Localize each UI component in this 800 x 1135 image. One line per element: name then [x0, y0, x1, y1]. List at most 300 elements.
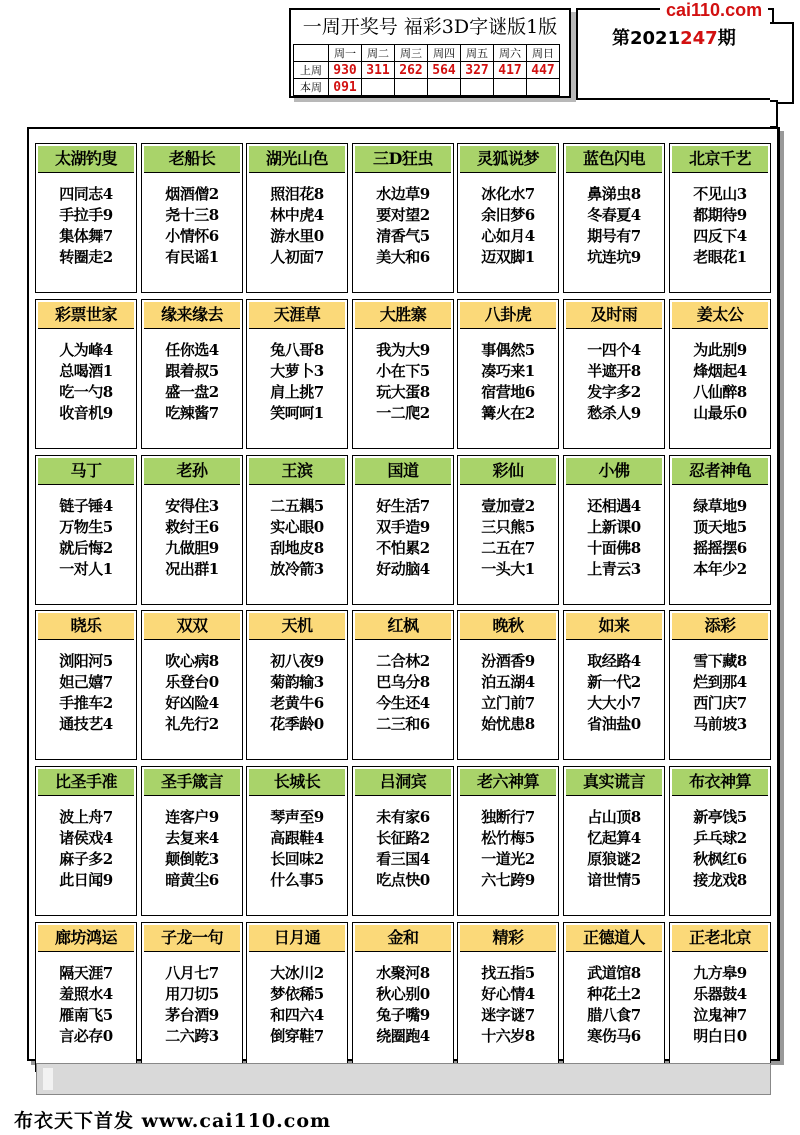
puzzle-line: 冬春夏4 — [587, 206, 641, 224]
puzzle-author: 彩票世家 — [38, 302, 134, 329]
puzzle-line: 十面佛8 — [587, 539, 641, 557]
puzzle-author: 添彩 — [672, 613, 768, 640]
puzzle-cell — [141, 766, 243, 916]
puzzle-line: 诸侯戏4 — [59, 829, 113, 847]
puzzle-lines — [670, 496, 770, 580]
puzzle-line: 要对望2 — [376, 206, 430, 224]
puzzle-lines — [247, 807, 347, 891]
puzzle-lines — [458, 184, 558, 268]
puzzle-line: 大冰川2 — [270, 964, 324, 982]
puzzle-line: 泊五湖4 — [481, 673, 535, 691]
puzzle-line: 忆起算4 — [587, 829, 641, 847]
puzzle-line: 好动脑4 — [376, 560, 430, 578]
puzzle-cell — [457, 922, 559, 1072]
puzzle-line: 始忧患8 — [481, 715, 535, 733]
puzzle-cell — [669, 766, 771, 916]
puzzle-lines — [564, 651, 664, 735]
puzzle-line: 九方皋9 — [693, 964, 747, 982]
puzzle-line: 好凶险4 — [165, 694, 219, 712]
puzzle-line: 愁杀人9 — [587, 404, 641, 422]
puzzle-line: 小在下5 — [376, 362, 430, 380]
draw-number — [428, 79, 461, 96]
puzzle-author: 彩仙 — [460, 458, 556, 485]
puzzle-lines — [564, 807, 664, 891]
puzzle-author: 北京千艺 — [672, 146, 768, 173]
puzzle-line: 二六跨3 — [165, 1027, 219, 1045]
puzzle-lines — [247, 651, 347, 735]
issue-prefix: 第2021 — [612, 28, 681, 49]
puzzle-lines — [36, 340, 136, 424]
puzzle-line: 浏阳河5 — [59, 652, 113, 670]
puzzle-line: 人初面7 — [270, 248, 324, 266]
puzzle-line: 秋心别0 — [376, 985, 430, 1003]
draw-number: 930 — [329, 62, 362, 79]
puzzle-line: 况出群1 — [165, 560, 219, 578]
puzzle-line: 明白日0 — [693, 1027, 747, 1045]
puzzle-line: 小情怀6 — [165, 227, 219, 245]
puzzle-line: 期号有7 — [587, 227, 641, 245]
draw-numbers-table — [293, 44, 560, 96]
weekly-draw-panel — [289, 8, 571, 98]
puzzle-lines — [458, 496, 558, 580]
puzzle-line: 收音机9 — [59, 404, 113, 422]
puzzle-line: 水边草9 — [376, 185, 430, 203]
draw-number — [395, 79, 428, 96]
puzzle-line: 清香气5 — [376, 227, 430, 245]
puzzle-cell — [457, 299, 559, 449]
day-header: 周一 — [329, 45, 362, 62]
puzzle-line: 二合林2 — [376, 652, 430, 670]
puzzle-line: 羞照水4 — [59, 985, 113, 1003]
puzzle-line: 转圈走2 — [59, 248, 113, 266]
puzzle-line: 摇摇摆6 — [693, 539, 747, 557]
puzzle-line: 去复来4 — [165, 829, 219, 847]
puzzle-line: 宿营地6 — [481, 383, 535, 401]
puzzle-cell — [563, 143, 665, 293]
puzzle-line: 十六岁8 — [481, 1027, 535, 1045]
puzzle-author: 真实谎言 — [566, 769, 662, 796]
puzzle-line: 马前坡3 — [693, 715, 747, 733]
puzzle-line: 有民谣1 — [165, 248, 219, 266]
puzzle-author: 比圣手准 — [38, 769, 134, 796]
puzzle-line: 上青云3 — [587, 560, 641, 578]
puzzle-author: 缘来缘去 — [144, 302, 240, 329]
draw-number: 091 — [329, 79, 362, 96]
puzzle-author: 圣手箴言 — [144, 769, 240, 796]
puzzle-line: 一道光2 — [481, 850, 535, 868]
puzzle-line: 笑呵呵1 — [270, 404, 324, 422]
this-week-row — [294, 79, 560, 96]
puzzle-cell — [352, 455, 454, 605]
puzzle-line: 发字多2 — [587, 383, 641, 401]
corner-cell — [294, 45, 329, 62]
puzzle-line: 三只熊5 — [481, 518, 535, 536]
puzzle-line: 好生活7 — [376, 497, 430, 515]
puzzle-cell — [35, 610, 137, 760]
draw-number: 417 — [494, 62, 527, 79]
puzzle-line: 六七跨9 — [481, 871, 535, 889]
puzzle-line: 乒乓球2 — [693, 829, 747, 847]
puzzle-line: 肩上挑7 — [270, 383, 324, 401]
puzzle-cell — [141, 299, 243, 449]
puzzle-line: 迈双脚1 — [481, 248, 535, 266]
puzzle-line: 还相遇4 — [587, 497, 641, 515]
draw-number — [494, 79, 527, 96]
site-logo: cai110.com — [660, 0, 768, 22]
puzzle-line: 礼先行2 — [165, 715, 219, 733]
puzzle-lines — [142, 340, 242, 424]
puzzle-line: 长回味2 — [270, 850, 324, 868]
puzzle-line: 我为大9 — [376, 341, 430, 359]
puzzle-cell — [669, 455, 771, 605]
puzzle-line: 半遮开8 — [587, 362, 641, 380]
puzzle-lines — [458, 651, 558, 735]
puzzle-line: 泣鬼神7 — [693, 1006, 747, 1024]
day-header: 周六 — [494, 45, 527, 62]
puzzle-cell — [563, 922, 665, 1072]
puzzle-author: 大胜寨 — [355, 302, 451, 329]
puzzle-lines — [142, 184, 242, 268]
puzzle-line: 美大和6 — [376, 248, 430, 266]
puzzle-line: 此日闻9 — [59, 871, 113, 889]
puzzle-author: 国道 — [355, 458, 451, 485]
puzzle-line: 松竹梅5 — [481, 829, 535, 847]
row-label: 本周 — [294, 79, 329, 96]
puzzle-line: 雁南飞5 — [59, 1006, 113, 1024]
puzzle-lines — [670, 184, 770, 268]
puzzle-line: 都期待9 — [693, 206, 747, 224]
puzzle-line: 一四个4 — [587, 341, 641, 359]
puzzle-lines — [247, 184, 347, 268]
puzzle-author: 双双 — [144, 613, 240, 640]
puzzle-line: 一二爬2 — [376, 404, 430, 422]
puzzle-cell — [457, 143, 559, 293]
day-header: 周日 — [527, 45, 560, 62]
puzzle-cell — [563, 610, 665, 760]
puzzle-author: 长城长 — [249, 769, 345, 796]
puzzle-line: 好心情4 — [481, 985, 535, 1003]
puzzle-lines — [36, 651, 136, 735]
puzzle-lines — [564, 184, 664, 268]
puzzle-author: 金和 — [355, 925, 451, 952]
puzzle-lines — [247, 963, 347, 1047]
draw-number: 564 — [428, 62, 461, 79]
puzzle-author: 姜太公 — [672, 302, 768, 329]
puzzle-line: 八仙醉8 — [693, 383, 747, 401]
puzzle-author: 日月通 — [249, 925, 345, 952]
puzzle-lines — [670, 340, 770, 424]
puzzle-line: 取经路4 — [587, 652, 641, 670]
puzzle-line: 一对人1 — [59, 560, 113, 578]
puzzle-cell — [246, 610, 348, 760]
puzzle-line: 不见山3 — [693, 185, 747, 203]
puzzle-line: 琴声至9 — [270, 808, 324, 826]
puzzle-line: 水聚河8 — [376, 964, 430, 982]
puzzle-line: 手推车2 — [59, 694, 113, 712]
puzzle-line: 乐登台0 — [165, 673, 219, 691]
day-header: 周三 — [395, 45, 428, 62]
puzzle-line: 秋枫红6 — [693, 850, 747, 868]
puzzle-lines — [36, 807, 136, 891]
puzzle-author: 湖光山色 — [249, 146, 345, 173]
puzzle-line: 新亭饯5 — [693, 808, 747, 826]
puzzle-cell — [457, 766, 559, 916]
puzzle-line: 一头大1 — [481, 560, 535, 578]
puzzle-line: 照泪花8 — [270, 185, 324, 203]
puzzle-cell — [35, 143, 137, 293]
puzzle-line: 人为峰4 — [59, 341, 113, 359]
puzzle-cell — [35, 299, 137, 449]
puzzle-line: 绕圈跑4 — [376, 1027, 430, 1045]
puzzle-line: 隔天涯7 — [59, 964, 113, 982]
puzzle-cell — [352, 922, 454, 1072]
puzzle-lines — [36, 496, 136, 580]
puzzle-cell — [669, 922, 771, 1072]
puzzle-line: 菊韵输3 — [270, 673, 324, 691]
puzzle-lines — [353, 963, 453, 1047]
puzzle-line: 四同志4 — [59, 185, 113, 203]
puzzle-lines — [142, 651, 242, 735]
draw-number — [362, 79, 395, 96]
puzzle-line: 通技艺4 — [59, 715, 113, 733]
puzzle-line: 吃一勺8 — [59, 383, 113, 401]
puzzle-line: 事偶然5 — [481, 341, 535, 359]
puzzle-line: 林中虎4 — [270, 206, 324, 224]
puzzle-line: 冰化水7 — [481, 185, 535, 203]
puzzle-line: 鼻涕虫8 — [587, 185, 641, 203]
puzzle-author: 天机 — [249, 613, 345, 640]
puzzle-lines — [36, 184, 136, 268]
puzzle-line: 颠倒乾3 — [165, 850, 219, 868]
issue-suffix: 期 — [717, 28, 736, 49]
puzzle-line: 九做胆9 — [165, 539, 219, 557]
puzzle-line: 集体舞7 — [59, 227, 113, 245]
puzzle-line: 种花土2 — [587, 985, 641, 1003]
puzzle-line: 四反下4 — [693, 227, 747, 245]
last-week-row — [294, 62, 560, 79]
puzzle-line: 吹心病8 — [165, 652, 219, 670]
puzzle-lines — [142, 496, 242, 580]
puzzle-line: 什么事5 — [270, 871, 324, 889]
puzzle-lines — [458, 807, 558, 891]
puzzle-lines — [670, 963, 770, 1047]
puzzle-lines — [564, 496, 664, 580]
puzzle-cell — [246, 143, 348, 293]
draw-number — [527, 79, 560, 96]
puzzle-cell — [352, 299, 454, 449]
puzzle-line: 不怕累2 — [376, 539, 430, 557]
puzzle-line: 八月七7 — [165, 964, 219, 982]
puzzle-cell — [246, 455, 348, 605]
puzzle-line: 长征路2 — [376, 829, 430, 847]
puzzle-line: 烟酒僧2 — [165, 185, 219, 203]
puzzle-line: 初八夜9 — [270, 652, 324, 670]
puzzle-cell — [141, 922, 243, 1072]
puzzle-line: 西门庆7 — [693, 694, 747, 712]
puzzle-author: 廊坊鸿运 — [38, 925, 134, 952]
panel-title: 一周开奖号 福彩3D字谜版1版 — [302, 16, 558, 38]
puzzle-author: 老孙 — [144, 458, 240, 485]
puzzle-lines — [353, 184, 453, 268]
puzzle-line: 心如月4 — [481, 227, 535, 245]
puzzle-cell — [457, 610, 559, 760]
puzzle-cell — [141, 610, 243, 760]
puzzle-author: 灵狐说梦 — [460, 146, 556, 173]
draw-number: 327 — [461, 62, 494, 79]
puzzle-line: 双手造9 — [376, 518, 430, 536]
puzzle-cell — [35, 766, 137, 916]
puzzle-line: 二五在7 — [481, 539, 535, 557]
puzzle-author: 小佛 — [566, 458, 662, 485]
puzzle-line: 找五指5 — [481, 964, 535, 982]
puzzle-line: 雪下藏8 — [693, 652, 747, 670]
puzzle-lines — [458, 340, 558, 424]
puzzle-line: 二三和6 — [376, 715, 430, 733]
puzzle-author: 八卦虎 — [460, 302, 556, 329]
puzzle-author: 天涯草 — [249, 302, 345, 329]
puzzle-cell — [563, 299, 665, 449]
puzzle-line: 上新课0 — [587, 518, 641, 536]
puzzle-cell — [246, 766, 348, 916]
puzzle-line: 为此别9 — [693, 341, 747, 359]
puzzle-lines — [353, 807, 453, 891]
puzzle-line: 本年少2 — [693, 560, 747, 578]
puzzle-cell — [352, 143, 454, 293]
puzzle-lines — [247, 340, 347, 424]
puzzle-line: 盛一盘2 — [165, 383, 219, 401]
puzzle-line: 言必存0 — [59, 1027, 113, 1045]
draw-number: 311 — [362, 62, 395, 79]
puzzle-author: 蓝色闪电 — [566, 146, 662, 173]
puzzle-line: 用刀切5 — [165, 985, 219, 1003]
puzzle-author: 精彩 — [460, 925, 556, 952]
puzzle-lines — [247, 496, 347, 580]
puzzle-line: 波上舟7 — [59, 808, 113, 826]
puzzle-line: 坑连坑9 — [587, 248, 641, 266]
puzzle-line: 高跟鞋4 — [270, 829, 324, 847]
puzzle-cell — [352, 766, 454, 916]
puzzle-lines — [564, 963, 664, 1047]
puzzle-line: 吃点快0 — [376, 871, 430, 889]
puzzle-cell — [352, 610, 454, 760]
puzzle-line: 万物生5 — [59, 518, 113, 536]
puzzle-line: 腊八食7 — [587, 1006, 641, 1024]
puzzle-line: 余旧梦6 — [481, 206, 535, 224]
puzzle-author: 老六神算 — [460, 769, 556, 796]
puzzle-author: 马丁 — [38, 458, 134, 485]
puzzle-line: 武道馆8 — [587, 964, 641, 982]
puzzle-line: 兔八哥8 — [270, 341, 324, 359]
puzzle-line: 茅台酒9 — [165, 1006, 219, 1024]
day-header: 周四 — [428, 45, 461, 62]
puzzle-line: 大大小7 — [587, 694, 641, 712]
puzzle-line: 烂到那4 — [693, 673, 747, 691]
puzzle-cell — [35, 922, 137, 1072]
puzzle-line: 新一代2 — [587, 673, 641, 691]
puzzle-line: 游水里0 — [270, 227, 324, 245]
puzzle-author: 正老北京 — [672, 925, 768, 952]
puzzle-line: 凑巧来1 — [481, 362, 535, 380]
puzzle-author: 王滨 — [249, 458, 345, 485]
puzzle-line: 大萝卜3 — [270, 362, 324, 380]
puzzle-line: 跟着叔5 — [165, 362, 219, 380]
draw-number — [461, 79, 494, 96]
puzzle-line: 吃辣酱7 — [165, 404, 219, 422]
puzzle-line: 安得住3 — [165, 497, 219, 515]
puzzle-author: 子龙一句 — [144, 925, 240, 952]
puzzle-line: 梦依稀5 — [270, 985, 324, 1003]
puzzle-cell — [246, 299, 348, 449]
puzzle-line: 占山顶8 — [587, 808, 641, 826]
puzzle-line: 篝火在2 — [481, 404, 535, 422]
puzzle-lines — [353, 496, 453, 580]
puzzle-line: 暗黄尘6 — [165, 871, 219, 889]
puzzle-author: 正德道人 — [566, 925, 662, 952]
puzzle-line: 独断行7 — [481, 808, 535, 826]
days-row — [294, 45, 560, 62]
draw-number: 262 — [395, 62, 428, 79]
day-header: 周五 — [461, 45, 494, 62]
puzzle-lines — [670, 651, 770, 735]
puzzle-lines — [458, 963, 558, 1047]
puzzle-line: 就后悔2 — [59, 539, 113, 557]
puzzle-cell — [141, 455, 243, 605]
puzzle-cell — [669, 143, 771, 293]
puzzle-line: 链子锤4 — [59, 497, 113, 515]
puzzle-lines — [353, 651, 453, 735]
puzzle-line: 谙世情5 — [587, 871, 641, 889]
puzzle-author: 红枫 — [355, 613, 451, 640]
decor-stair — [770, 100, 778, 128]
puzzle-cell — [246, 922, 348, 1072]
puzzle-author: 太湖钓叟 — [38, 146, 134, 173]
puzzle-line: 老眼花1 — [693, 248, 747, 266]
decor-stair — [770, 22, 794, 104]
puzzle-author: 晚秋 — [460, 613, 556, 640]
puzzle-line: 接龙戏8 — [693, 871, 747, 889]
puzzle-line: 麻子多2 — [59, 850, 113, 868]
bottom-scrollbar[interactable] — [36, 1063, 771, 1095]
issue-number-red: 247 — [680, 28, 718, 49]
puzzle-line: 尧十三8 — [165, 206, 219, 224]
puzzle-line: 实心眼0 — [270, 518, 324, 536]
puzzle-line: 连客户9 — [165, 808, 219, 826]
puzzle-line: 烽烟起4 — [693, 362, 747, 380]
puzzle-line: 省油盐0 — [587, 715, 641, 733]
puzzle-line: 倒穿鞋7 — [270, 1027, 324, 1045]
puzzle-line: 立门前7 — [481, 694, 535, 712]
puzzle-line: 看三国4 — [376, 850, 430, 868]
puzzle-line: 绿草地9 — [693, 497, 747, 515]
puzzle-cell — [457, 455, 559, 605]
scroll-thumb[interactable] — [43, 1068, 53, 1090]
draw-number: 447 — [527, 62, 560, 79]
puzzle-line: 原狼谜2 — [587, 850, 641, 868]
puzzle-line: 救纣王6 — [165, 518, 219, 536]
puzzle-cell — [141, 143, 243, 293]
puzzle-line: 乐器鼓4 — [693, 985, 747, 1003]
puzzle-author: 吕洞宾 — [355, 769, 451, 796]
puzzle-line: 放冷箭3 — [270, 560, 324, 578]
puzzle-line: 寒伤马6 — [587, 1027, 641, 1045]
puzzle-line: 玩大蛋8 — [376, 383, 430, 401]
puzzle-lines — [142, 807, 242, 891]
puzzle-lines — [36, 963, 136, 1047]
issue-number — [612, 24, 736, 50]
puzzle-cell — [563, 766, 665, 916]
puzzle-author: 及时雨 — [566, 302, 662, 329]
puzzle-line: 任你选4 — [165, 341, 219, 359]
